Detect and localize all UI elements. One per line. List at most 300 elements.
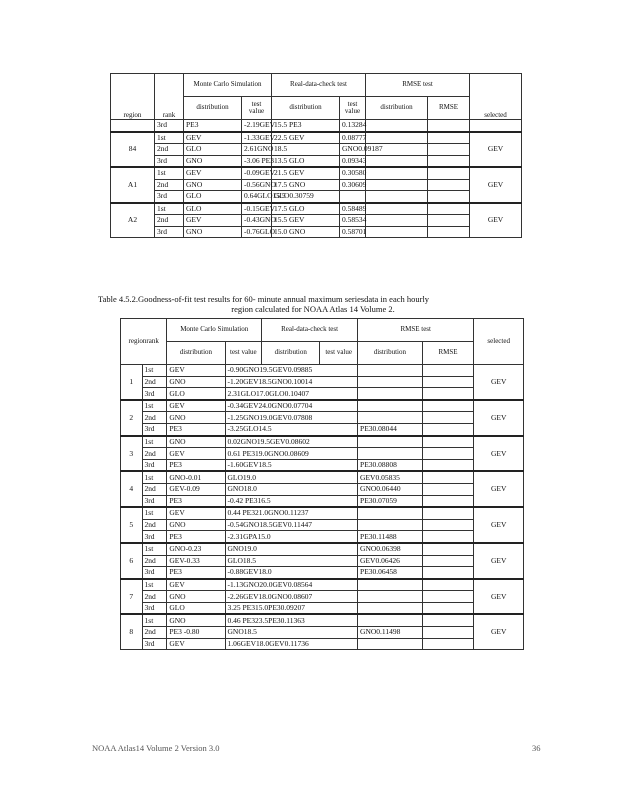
header-rmse: RMSE test [366,74,470,97]
mc-distribution-cell [184,120,242,132]
rmse-value [428,132,470,144]
table-body [111,120,522,238]
mc-distribution-cell [184,226,242,238]
real-data-value: PE316.5 [243,495,271,505]
mc-distribution: GNO [167,376,225,388]
mc-distribution: PE3 -0.80 [167,627,225,639]
rank-cell [155,191,184,203]
rmse-distribution [366,167,428,179]
table-row [121,591,524,603]
rank-cell: 1st [142,436,167,448]
caption-line-1: Table 4.5.2.Goodness-of-fit test results for 60- minute annual maximum seriesdata in each hourly [98,294,430,304]
rmse-value [422,638,474,650]
rmse-value [422,459,474,471]
real-test-value: 0.58701 [340,226,366,238]
rmse-value [422,614,474,626]
mc-distribution: PE3 [167,567,225,579]
header-selected: selected [474,319,524,365]
mc-distribution-cell [184,144,242,156]
real-test-value: 0.30609 [340,179,366,191]
selected-cell: GEV [474,471,524,507]
table-row [121,567,524,579]
mc-distribution: GNO [186,226,203,236]
mc-test-value: -0.09GEV [242,167,272,179]
mc-distribution: PE3 [167,459,225,471]
rmse-value [422,579,474,591]
rmse-value [422,365,474,377]
mc-test-value: GNO18.5 [225,627,358,639]
rmse-value [422,495,474,507]
rmse-distribution [366,132,428,144]
footer-document-title: NOAA Atlas14 Volume 2 Version 3.0 [92,743,220,753]
rank-cell: 2nd [142,483,167,495]
mc-test-value: -3.06 PE3 [242,155,272,167]
rmse-distribution: GNO0.11498 [358,627,423,639]
mc-distribution: GLO [186,144,202,154]
mc-test-value: -1.13GNO20.0GEV0.08564 [225,579,358,591]
real-test-value: 0.58534 [340,215,366,227]
header-real-data: Real-data-check test [262,319,358,342]
rmse-value [422,400,474,412]
table-row [121,423,524,435]
selected-cell: GEV [474,543,524,579]
table-row [121,519,524,531]
rank-label: 3rd [157,191,167,201]
table-row [121,507,524,519]
mc-test-value: -1.25GNO19.0GEV0.07808 [225,412,358,424]
rmse-value [422,448,474,460]
mc-distribution: GLO [186,203,202,213]
rmse-value [422,531,474,543]
rmse-value [422,436,474,448]
rank-cell: 3rd [142,638,167,650]
mc-distribution: GNO [167,614,225,626]
table-row [121,459,524,471]
mc-test-value: -0.34GEV24.0GNO0.07704 [225,400,358,412]
header-rank: rank [155,74,184,120]
rank-cell: 3rd [142,495,167,507]
rmse-value [422,602,474,614]
region-cell: 6 [121,543,143,579]
rmse-value [422,567,474,579]
table-row [121,638,524,650]
rank-cell: 3rd [142,459,167,471]
region-cell: 8 [121,614,143,649]
mc-test-value: -0.43GNO [242,215,272,227]
mc-distribution: GEV [167,400,225,412]
rmse-value [422,423,474,435]
rmse-value [422,555,474,567]
real-distribution: 15.0 GNO [272,226,340,238]
table-row [121,448,524,460]
header-test-value: test value [242,97,272,120]
rmse-distribution [358,448,423,460]
real-test-value: GNO0.09187 [340,144,366,156]
rmse-value [428,167,470,179]
rank-label: 3rd [157,226,167,236]
real-distribution: 17.5 GNO [272,179,340,191]
table-row [111,144,522,156]
mc-distribution: GEV-0.09 [167,483,225,495]
rank-label: 1st [157,168,166,178]
mc-distribution: GNO-0.01 [167,471,225,483]
selected-cell: GEV [474,400,524,436]
rmse-value [428,179,470,191]
selected-cell: GEV [474,614,524,649]
rmse-value [422,591,474,603]
rmse-distribution [358,519,423,531]
selected-cell: GEV [470,132,522,168]
header-region-rank: regionrank [121,319,167,365]
mc-distribution: GEV [186,215,202,225]
real-distribution: 21.5 GEV [272,167,340,179]
mc-test-value: 2.31GLO17.0GLO0.10407 [225,388,358,400]
real-distribution: GLO0.30759 [272,191,340,203]
rmse-distribution [358,400,423,412]
rmse-value [422,376,474,388]
mc-test-value: -0.54GNO18.5GEV0.11447 [225,519,358,531]
rank-cell [155,226,184,238]
rmse-distribution [358,365,423,377]
rank-label: 2nd [157,215,169,225]
table-row [121,483,524,495]
rmse-distribution [358,602,423,614]
mc-test-value: -2.19GEV [242,120,272,132]
rank-cell: 3rd [142,531,167,543]
table-row [111,120,522,132]
rmse-value [422,519,474,531]
table-row [121,614,524,626]
rank-label: 3rd [157,155,167,165]
rmse-distribution: PE30.08044 [358,423,423,435]
rmse-distribution [358,614,423,626]
table-row [121,602,524,614]
real-distribution: 18.5 [272,144,340,156]
mc-test-value: -1.33GEV [242,132,272,144]
mc-test-value: -0.88GEV18.0 [225,567,358,579]
region-cell: 3 [121,436,143,472]
rank-cell [155,179,184,191]
header-region: region [111,74,155,120]
rmse-distribution [358,507,423,519]
rmse-distribution [358,436,423,448]
mc-distribution: GNO [186,179,203,189]
mc-test-value: 1.06GEV18.0GEV0.11736 [225,638,358,650]
mc-test-value: -2.31GPA15.0 [225,531,358,543]
mc-test-value: -0.56GNO [242,179,272,191]
mc-test-value: GLO18.5 [225,555,358,567]
rank-cell: 1st [142,579,167,591]
rank-cell: 1st [142,614,167,626]
real-test-value: 0.13284 [340,120,366,132]
header-selected: selected [470,74,522,120]
mc-test-value: -2.26GEV18.0GNO0.08607 [225,591,358,603]
table-row [121,400,524,412]
region-cell: A2 [111,203,155,238]
rank-cell [155,155,184,167]
header-distribution: distribution [262,342,320,365]
table-row [121,436,524,448]
rank-label: 1st [157,203,166,213]
rank-cell [155,167,184,179]
caption-line-2: region calculated for NOAA Atlas 14 Volume 2. [231,304,395,315]
header-monte-carlo: Monte Carlo Simulation [184,74,272,97]
rank-cell: 1st [142,543,167,555]
rank-cell [155,132,184,144]
rank-cell: 2nd [142,412,167,424]
mc-test-value: -1.20GEV18.5GNO0.10014 [225,376,358,388]
mc-test-value: 0.44 PE321.0GNO0.11237 [225,507,358,519]
rmse-distribution [366,179,428,191]
header-monte-carlo: Monte Carlo Simulation [167,319,262,342]
mc-distribution: GEV [186,168,202,178]
rank-cell: 1st [142,400,167,412]
rmse-distribution [366,203,428,215]
rmse-value [428,120,470,132]
selected-cell [470,120,522,132]
mc-distribution: GNO [167,436,225,448]
mc-distribution: GLO [186,191,202,201]
mc-distribution: GNO [186,155,203,165]
rank-cell: 3rd [142,388,167,400]
rmse-value [422,471,474,483]
rmse-value [428,203,470,215]
header-rmse-col: RMSE [422,342,474,365]
region-cell: 5 [121,507,143,543]
rank-cell: 2nd [142,627,167,639]
mc-distribution-cell [184,179,242,191]
region-cell: A1 [111,167,155,203]
rmse-distribution [358,376,423,388]
rmse-value [422,507,474,519]
rank-cell: 2nd [142,376,167,388]
rank-cell: 2nd [142,555,167,567]
mc-test-value: 3.25 PE315.0PE30.09207 [225,602,358,614]
rmse-distribution [366,155,428,167]
mc-test-value: -1.60GEV18.5 [225,459,358,471]
header-test-value: test value [225,342,262,365]
table-row [121,495,524,507]
real-test-value: 0.09343 [340,155,366,167]
real-distribution: 15.5 GEV [272,215,340,227]
mc-distribution-cell [184,155,242,167]
header-real-data: Real-data-check test [272,74,366,97]
mc-distribution: GNO-0.23 [167,543,225,555]
rank-cell: 3rd [142,602,167,614]
mc-test-value: 0.46 PE323.5PE30.11363 [225,614,358,626]
header-rmse: RMSE test [358,319,474,342]
selected-cell: GEV [474,436,524,472]
header-distribution: distribution [272,97,340,120]
rank-cell: 2nd [142,519,167,531]
rmse-distribution: PE30.11488 [358,531,423,543]
rank-cell: 1st [142,365,167,377]
table-caption [98,294,528,314]
table-row [111,179,522,191]
rank-label: 2nd [157,144,169,154]
results-table-top [110,73,522,238]
mc-test-value: -0.76GLO [242,226,272,238]
mc-distribution: GEV [167,507,225,519]
real-test-value [340,191,366,203]
mc-distribution: GEV [167,365,225,377]
table-row [121,555,524,567]
rmse-value [428,226,470,238]
mc-distribution: PE3 [186,120,199,130]
rank-cell [155,203,184,215]
rank-cell: 1st [142,471,167,483]
mc-distribution: GEV [167,448,225,460]
mc-distribution: GLO [167,388,225,400]
mc-distribution: PE3 [167,531,225,543]
mc-test-value: 0.61 PE319.0GNO0.08609 [225,448,358,460]
rmse-value [422,412,474,424]
real-test-value: 0.30580 [340,167,366,179]
rmse-value [428,215,470,227]
region-cell [111,120,155,132]
table-row [121,579,524,591]
rank-cell [155,215,184,227]
header-rmse-col: RMSE [428,97,470,120]
rmse-distribution [358,412,423,424]
mc-distribution: GLO [167,602,225,614]
table-row [111,155,522,167]
rmse-distribution [366,191,428,203]
mc-distribution-cell [184,132,242,144]
mc-test-value: -3.25GLO14.5 [225,423,358,435]
table-row [121,412,524,424]
mc-test-value: GLO19.0 [225,471,358,483]
selected-cell: GEV [474,365,524,400]
rmse-distribution: PE30.08808 [358,459,423,471]
mc-distribution: GNO [167,412,225,424]
rmse-distribution [358,579,423,591]
rmse-distribution [358,638,423,650]
real-test-value: 0.58489 [340,203,366,215]
table-row [121,376,524,388]
rmse-distribution: PE30.06458 [358,567,423,579]
rmse-value [422,388,474,400]
mc-test-value: -0.42 PE316.5 [225,495,358,507]
mc-distribution: GNO [167,591,225,603]
header-distribution: distribution [366,97,428,120]
rank-cell: 2nd [142,448,167,460]
header-test-value: test value [340,97,366,120]
mc-distribution-cell [184,191,242,203]
mc-test-value: GNO18.0 [225,483,358,495]
region-cell: 4 [121,471,143,507]
table-row [111,215,522,227]
selected-cell: GEV [474,507,524,543]
rmse-distribution [366,120,428,132]
results-table-60min [120,318,524,650]
header-distribution: distribution [358,342,423,365]
mc-distribution: GEV [167,579,225,591]
mc-distribution-cell [184,167,242,179]
page-number: 36 [532,743,541,753]
rank-cell: 3rd [142,567,167,579]
rmse-value [428,191,470,203]
rmse-value [428,144,470,156]
mc-test-value: 2.61GNO [242,144,272,156]
rank-cell: 3rd [142,423,167,435]
rank-label: 3rd [157,120,167,130]
rmse-distribution: GNO0.06440 [358,483,423,495]
region-cell: 1 [121,365,143,400]
table-row [121,388,524,400]
real-distribution: 22.5 GEV [272,132,340,144]
mc-distribution: GEV [167,638,225,650]
table-row [121,627,524,639]
table-row [121,531,524,543]
rank-cell [155,120,184,132]
rmse-distribution: GEV0.06426 [358,555,423,567]
rmse-value [428,155,470,167]
mc-distribution: PE3 [167,423,225,435]
selected-cell: GEV [470,167,522,203]
table-row [111,132,522,144]
mc-test-value: -0.90GNO19.5GEV0.09885 [225,365,358,377]
mc-distribution: GEV [186,132,202,142]
rank-cell: 1st [142,507,167,519]
rmse-value [422,627,474,639]
region-cell: 7 [121,579,143,615]
table-row [111,203,522,215]
real-distribution: 13.5 GLO [272,155,340,167]
mc-test-value: 0.64GLO15.5 [242,191,272,203]
header-test-value: test value [320,342,358,365]
mc-distribution-cell [184,203,242,215]
rmse-distribution [358,388,423,400]
selected-cell: GEV [474,579,524,615]
table-row [121,365,524,377]
rank-cell: 2nd [142,591,167,603]
mc-test-value: -0.15GEV [242,203,272,215]
rmse-distribution [358,591,423,603]
table-row [111,226,522,238]
mc-test-value: GNO19.0 [225,543,358,555]
mc-distribution-cell [184,215,242,227]
rank-label: 1st [157,132,166,142]
mc-test-value: 0.02GNO19.5GEV0.08602 [225,436,358,448]
table-row [111,191,522,203]
real-distribution: 15.5 PE3 [272,120,340,132]
rank-label: 2nd [157,179,169,189]
real-test-value: 0.08777 [340,132,366,144]
table-row [121,543,524,555]
rmse-value [422,543,474,555]
rmse-value [422,483,474,495]
mc-distribution: PE3 [167,495,225,507]
rank-cell [155,144,184,156]
selected-cell: GEV [470,203,522,238]
region-cell: 2 [121,400,143,436]
mc-distribution: GEV-0.33 [167,555,225,567]
table-row [121,471,524,483]
rmse-distribution: GEV0.05835 [358,471,423,483]
real-distribution: 17.5 GLO [272,203,340,215]
region-cell: 84 [111,132,155,168]
header-distribution: distribution [167,342,225,365]
table-row [111,167,522,179]
table-body [121,365,524,650]
rmse-distribution [366,226,428,238]
rmse-distribution: GNO0.06398 [358,543,423,555]
mc-distribution: GNO [167,519,225,531]
rmse-distribution: PE30.07059 [358,495,423,507]
header-distribution: distribution [184,97,242,120]
rmse-distribution [366,215,428,227]
